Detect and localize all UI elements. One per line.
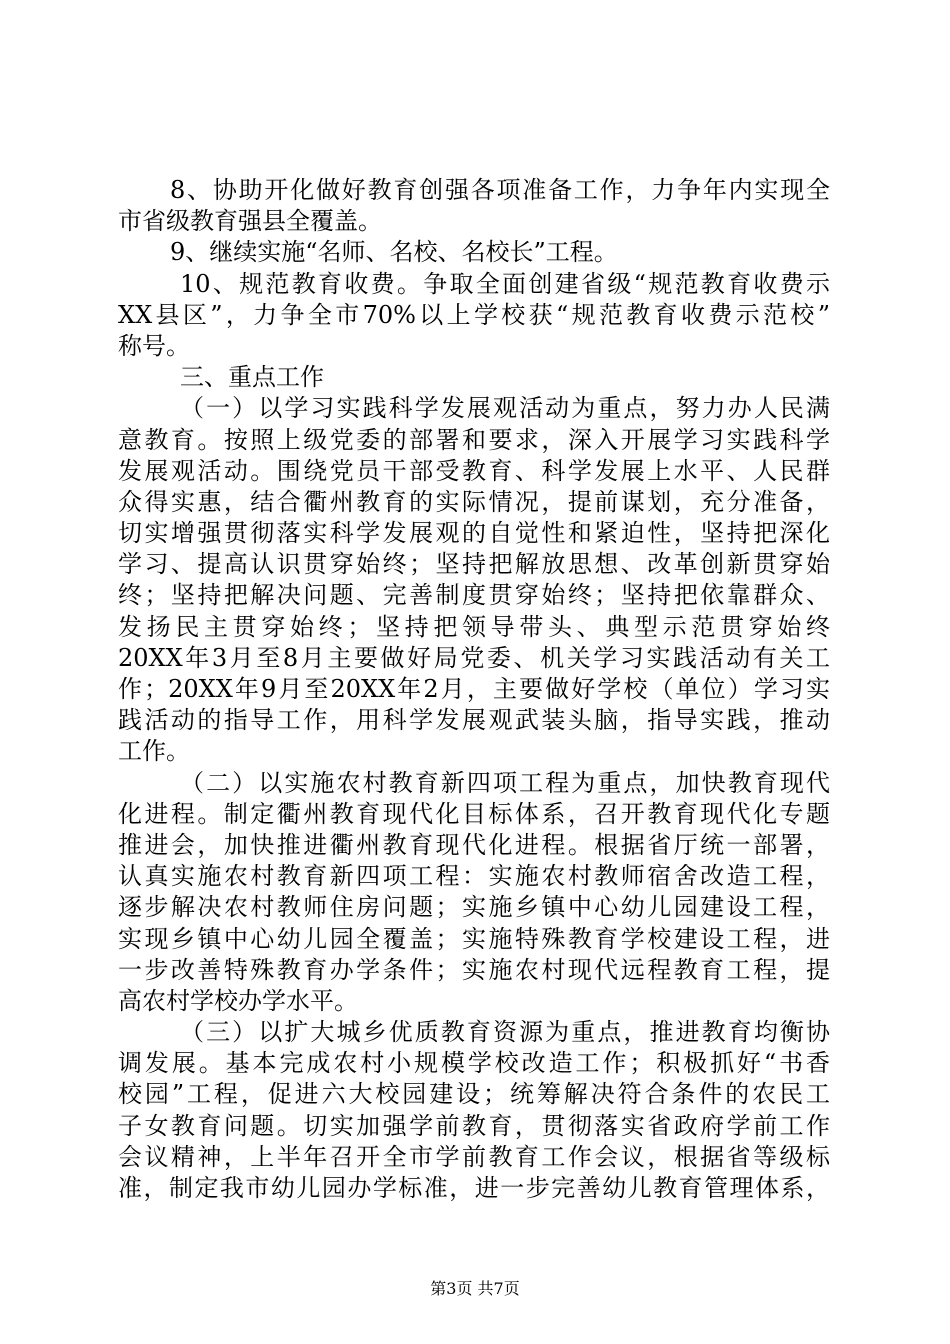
text-line: XX县区”，力争全市70%以上学校获“规范教育收费示范校”: [118, 300, 830, 329]
text-line: 会议精神，上半年召开全市学前教育工作会议，根据省等级标: [118, 1142, 830, 1171]
text-line: 准，制定我市幼儿园办学标准，进一步完善幼儿教育管理体系，: [118, 1174, 830, 1202]
text-line: 9、继续实施“名师、名校、名校长”工程。: [170, 238, 618, 267]
text-line: 高农村学校办学水平。: [118, 986, 358, 1015]
text-line: 逐步解决农村教师住房问题；实施乡镇中心幼儿园建设工程，: [118, 893, 830, 922]
text-line: 终；坚持把解决问题、完善制度贯穿始终；坚持把依靠群众、: [118, 581, 830, 610]
text-line: 子女教育问题。切实加强学前教育，贯彻落实省政府学前工作: [118, 1111, 830, 1140]
paragraph-item-9: [118, 237, 830, 268]
paragraph-item-8: [118, 175, 830, 237]
text-line: 称号。: [118, 331, 190, 360]
text-line: 众得实惠，结合衢州教育的实际情况，提前谋划，充分准备，: [118, 487, 830, 516]
text-line: 意教育。按照上级党委的部署和要求，深入开展学习实践科学: [118, 425, 830, 454]
text-line: 校园”工程，促进六大校园建设；统筹解决符合条件的农民工: [118, 1080, 830, 1109]
paragraph-section-2: [118, 768, 830, 1018]
paragraph-section-1: [118, 393, 830, 767]
text-line: 8、协助开化做好教育创强各项准备工作，力争年内实现全: [170, 176, 830, 204]
text-line: 20XX年3月至8月主要做好局党委、机关学习实践活动有关工: [118, 643, 830, 672]
paragraph-item-10: [118, 269, 830, 363]
text-line: 10、规范教育收费。争取全面创建省级“规范教育收费示: [180, 269, 830, 298]
text-line: （二）以实施农村教育新四项工程为重点，加快教育现代: [180, 768, 830, 797]
text-line: 学习、提高认识贯穿始终；坚持把解放思想、改革创新贯穿始: [118, 550, 830, 579]
paragraph-section-3: [118, 1017, 830, 1204]
text-line: 工作。: [118, 737, 190, 766]
text-line: 践活动的指导工作，用科学发展观武装头脑，指导实践，推动: [118, 706, 830, 735]
text-line: （一）以学习实践科学发展观活动为重点，努力办人民满: [180, 394, 830, 423]
text-line: 切实增强贯彻落实科学发展观的自觉性和紧迫性，坚持把深化: [118, 519, 830, 548]
document-body: [118, 175, 830, 1204]
text-line: 发展观活动。围绕党员干部受教育、科学发展上水平、人民群: [118, 456, 830, 485]
section-heading: [118, 362, 830, 393]
text-line: 调发展。基本完成农村小规模学校改造工作；积极抓好“书香: [118, 1049, 830, 1078]
text-line: 实现乡镇中心幼儿园全覆盖；实施特殊教育学校建设工程，进: [118, 924, 830, 953]
text-line: 发扬民主贯穿始终；坚持把领导带头、典型示范贯穿始终: [118, 612, 830, 641]
text-line: 市省级教育强县全覆盖。: [118, 207, 382, 236]
text-line: 作；20XX年9月至20XX年2月，主要做好学校（单位）学习实: [118, 675, 830, 703]
text-line: 认真实施农村教育新四项工程：实施农村教师宿舍改造工程，: [118, 862, 830, 891]
text-line: 化进程。制定衢州教育现代化目标体系，召开教育现代化专题: [118, 799, 830, 828]
page-number-footer: 第3页 共7页: [430, 1279, 520, 1298]
text-line: 一步改善特殊教育办学条件；实施农村现代远程教育工程，提: [118, 955, 830, 984]
heading-line: 三、重点工作: [180, 363, 324, 392]
text-line: （三）以扩大城乡优质教育资源为重点，推进教育均衡协: [180, 1018, 830, 1047]
text-line: 推进会，加快推进衢州教育现代化进程。根据省厅统一部署，: [118, 830, 830, 859]
